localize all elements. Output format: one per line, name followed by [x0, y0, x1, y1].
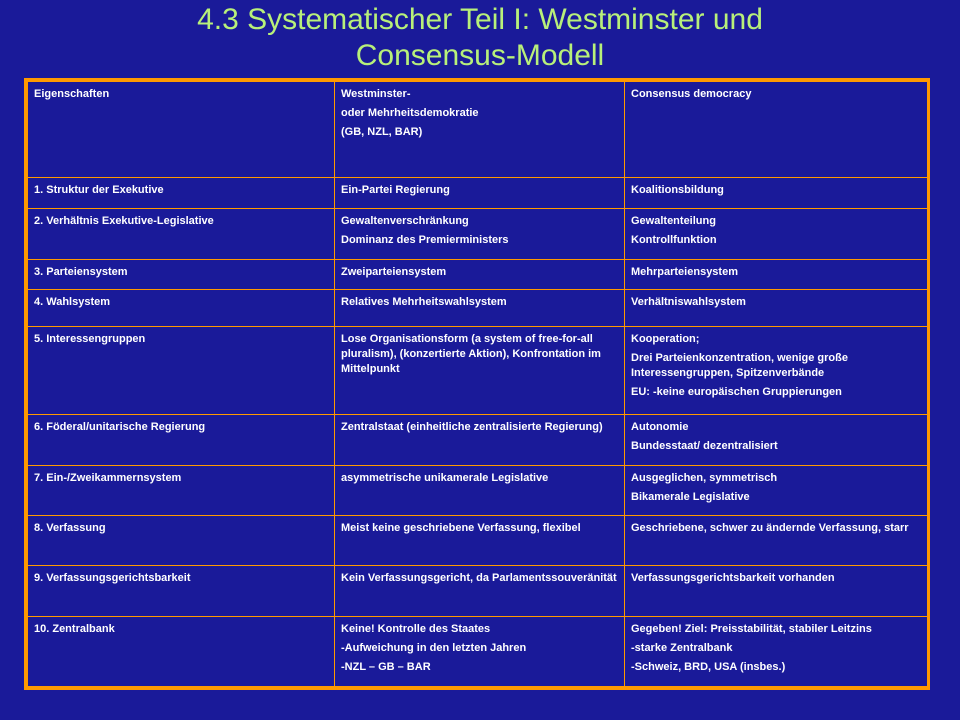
consensus-cell — [625, 566, 928, 616]
consensus-cell — [625, 515, 928, 565]
cell-line: 10. Zentralbank — [34, 622, 115, 635]
cell-line: Bundesstaat/ dezentralisiert — [631, 440, 778, 453]
cell-line: Zweiparteiensystem — [341, 265, 447, 278]
cell-line: Koalitionsbildung — [631, 184, 724, 197]
consensus-cell — [625, 259, 928, 290]
comparison-table-frame — [24, 78, 930, 690]
header-cell-properties — [28, 82, 335, 178]
cell-line: Verhältniswahlsystem — [631, 296, 746, 309]
cell-line: Verfassungsgerichtsbarkeit vorhanden — [631, 572, 835, 585]
header-cell-westminster — [335, 82, 625, 178]
cell-line: EU: -keine europäischen Gruppierungen — [631, 386, 842, 399]
westminster-cell — [335, 515, 625, 565]
property-cell — [28, 327, 335, 415]
cell-line: Bikamerale Legislative — [631, 490, 750, 503]
westminster-cell — [335, 209, 625, 259]
consensus-cell — [625, 465, 928, 515]
cell-line: Autonomie — [631, 421, 689, 434]
cell-line: Keine! Kontrolle des Staates — [341, 622, 491, 635]
cell-line: Mehrparteiensystem — [631, 265, 738, 278]
table-row — [28, 178, 928, 209]
table-row — [28, 209, 928, 259]
cell-line: 1. Struktur der Exekutive — [34, 184, 164, 197]
cell-line: Eigenschaften — [34, 88, 110, 100]
cell-line: asymmetrische unikamerale Legislative — [341, 471, 549, 484]
westminster-cell — [335, 415, 625, 465]
cell-line: -NZL – GB – BAR — [341, 660, 431, 673]
cell-line: -Aufweichung in den letzten Jahren — [341, 641, 527, 654]
westminster-cell — [335, 616, 625, 686]
cell-line: 6. Föderal/unitarische Regierung — [34, 421, 206, 434]
table-row — [28, 515, 928, 565]
westminster-cell — [335, 566, 625, 616]
consensus-cell — [625, 616, 928, 686]
header-cell-consensus — [625, 82, 928, 178]
cell-line: 9. Verfassungsgerichtsbarkeit — [34, 572, 191, 585]
cell-line: Meist keine geschriebene Verfassung, flexibel — [341, 521, 581, 534]
slide-title — [0, 2, 960, 74]
property-cell — [28, 566, 335, 616]
table-row — [28, 616, 928, 686]
consensus-cell — [625, 178, 928, 209]
cell-line: Gewaltenteilung — [631, 215, 716, 228]
cell-line: Drei Parteienkonzentration, wenige große Interessengruppen, Spitzenverbände — [631, 352, 848, 380]
consensus-cell — [625, 415, 928, 465]
westminster-cell — [335, 290, 625, 327]
slide-title-line-2: Consensus-Modell — [355, 39, 605, 72]
property-cell — [28, 465, 335, 515]
cell-line: oder Mehrheitsdemokratie — [341, 107, 479, 119]
comparison-table-body — [28, 82, 928, 687]
cell-line: 4. Wahlsystem — [34, 296, 111, 309]
slide-title-line-1: 4.3 Systematischer Teil I: Westminster und — [197, 3, 763, 36]
table-row — [28, 327, 928, 415]
cell-line: (GB, NZL, BAR) — [341, 126, 423, 138]
cell-line: Dominanz des Premierministers — [341, 234, 509, 247]
westminster-cell — [335, 327, 625, 415]
table-row — [28, 465, 928, 515]
consensus-cell — [625, 290, 928, 327]
cell-line: Relatives Mehrheitswahlsystem — [341, 296, 507, 309]
westminster-cell — [335, 178, 625, 209]
cell-line: Gewaltenverschränkung — [341, 215, 469, 228]
cell-line: 2. Verhältnis Exekutive-Legislative — [34, 215, 214, 228]
westminster-cell — [335, 259, 625, 290]
property-cell — [28, 515, 335, 565]
table-row — [28, 290, 928, 327]
cell-line: Kein Verfassungsgericht, da Parlamentssouveränität — [341, 572, 617, 585]
property-cell — [28, 616, 335, 686]
comparison-table — [27, 81, 928, 687]
cell-line: -starke Zentralbank — [631, 641, 733, 654]
cell-line: Lose Organisationsform (a system of free-for-all pluralism), (konzertierte Aktion), Konfrontation im Mittelpunkt — [341, 333, 601, 376]
westminster-cell — [335, 465, 625, 515]
property-cell — [28, 259, 335, 290]
cell-line: Consensus democracy — [631, 88, 752, 100]
cell-line: Kooperation; — [631, 333, 700, 346]
property-cell — [28, 290, 335, 327]
cell-line: Geschriebene, schwer zu ändernde Verfassung, starr — [631, 521, 909, 534]
table-row — [28, 259, 928, 290]
consensus-cell — [625, 209, 928, 259]
cell-line: Ein-Partei Regierung — [341, 184, 450, 197]
cell-line: Ausgeglichen, symmetrisch — [631, 471, 778, 484]
table-row — [28, 566, 928, 616]
cell-line: 7. Ein-/Zweikammernsystem — [34, 471, 182, 484]
cell-line: 8. Verfassung — [34, 521, 106, 534]
cell-line: Kontrollfunktion — [631, 234, 717, 247]
consensus-cell — [625, 327, 928, 415]
cell-line: -Schweiz, BRD, USA (insbes.) — [631, 660, 786, 673]
cell-line: Westminster- — [341, 88, 411, 100]
property-cell — [28, 209, 335, 259]
table-header-row — [28, 82, 928, 178]
table-row — [28, 415, 928, 465]
property-cell — [28, 415, 335, 465]
property-cell — [28, 178, 335, 209]
cell-line: 5. Interessengruppen — [34, 333, 146, 346]
cell-line: Zentralstaat (einheitliche zentralisierte Regierung) — [341, 421, 603, 434]
cell-line: 3. Parteiensystem — [34, 265, 128, 278]
cell-line: Gegeben! Ziel: Preisstabilität, stabiler Leitzins — [631, 622, 872, 635]
